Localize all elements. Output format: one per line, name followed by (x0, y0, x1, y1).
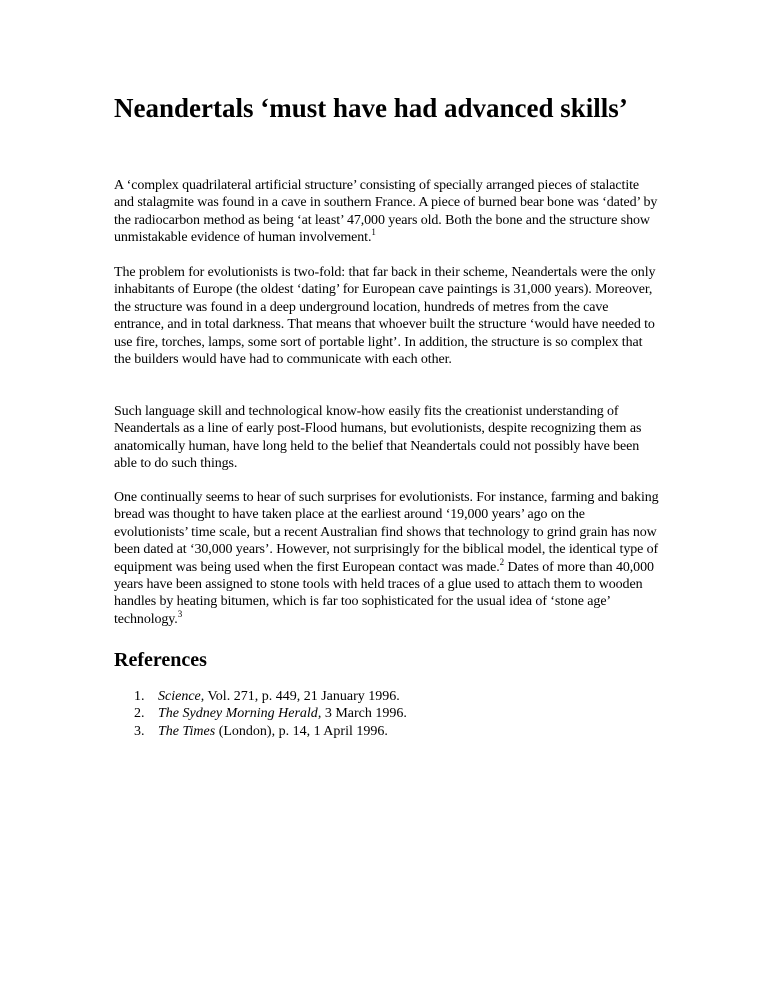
reference-item (114, 723, 659, 740)
paragraph-1-text: A ‘complex quadrilateral artificial structure’ consisting of specially arranged pieces of stalactite and stalagmite was found in a cave in southern France. A piece of burned bear bone was ‘dated’ by the radiocarbon method as being ‘at least’ 47,000 years old. Both the bone and the structure show unmistakable evidence of human involvement. (114, 178, 658, 246)
paragraph-2: The problem for evolutionists is two-fold: that far back in their scheme, Neandertals were the only inhabitants of Europe (the oldest ‘dating’ for European cave paintings is 31,000 years). Moreover, the structure was found in a deep underground location, hundreds of metres from the cave entrance, and in total darkness. That means that whoever built the structure ‘would have needed to use fire, torches, lamps, some sort of portable light’. In addition, the structure is so complex that the builders would have had to communicate with each other. (114, 265, 656, 368)
article-title: Neandertals ‘must have had advanced skills’ (114, 93, 628, 123)
reference-number: 3. (134, 723, 145, 739)
footnote-marker-2: 2 (499, 556, 505, 567)
footnote-marker-1: 1 (371, 227, 376, 238)
paragraph-1 (114, 177, 659, 247)
reference-source: Science (158, 689, 201, 704)
paragraph-4 (114, 489, 659, 628)
reference-item (114, 705, 659, 722)
paragraph-4-text-b: Dates of more than 40,000 years have been assigned to stone tools with held traces of a glue used to attach them to wooden handles by heating bitumen, which is far too sophisticated for the usual idea of ‘stone age’ technology. (114, 559, 654, 627)
paragraph-3: Such language skill and technological know-how easily fits the creationist understanding of Neandertals as a line of early post-Flood humans, but evolutionists, despite recognizing them as anatomically human, have long held to the belief that Neandertals could not possibly have been able to do such things. (114, 404, 642, 472)
reference-item (114, 688, 659, 705)
reference-number: 1. (134, 689, 145, 704)
reference-detail: , Vol. 271, p. 449, 21 January 1996. (200, 689, 400, 704)
references-list (114, 688, 659, 740)
reference-detail: , 3 March 1996. (317, 706, 407, 722)
paragraph-4-text-a: One continually seems to hear of such surprises for evolutionists. For instance, farming and baking bread was thought to have taken place at the earliest around ‘19,000 years’ ago on the evolutionists’ time scale, but a recent Australian find shows that technology to grind grain has now been dated at ‘30,000 years’. However, not surprisingly for the biblical model, the identical type of equipment was being used when the first European contact was made. (114, 490, 659, 575)
footnote-marker-3: 3 (177, 608, 183, 619)
reference-detail: (London), p. 14, 1 April 1996. (215, 723, 388, 739)
reference-source: The Times (158, 723, 216, 739)
reference-source: The Sydney Morning Herald (158, 706, 318, 722)
references-heading: References (114, 649, 207, 671)
reference-number: 2. (134, 706, 145, 722)
